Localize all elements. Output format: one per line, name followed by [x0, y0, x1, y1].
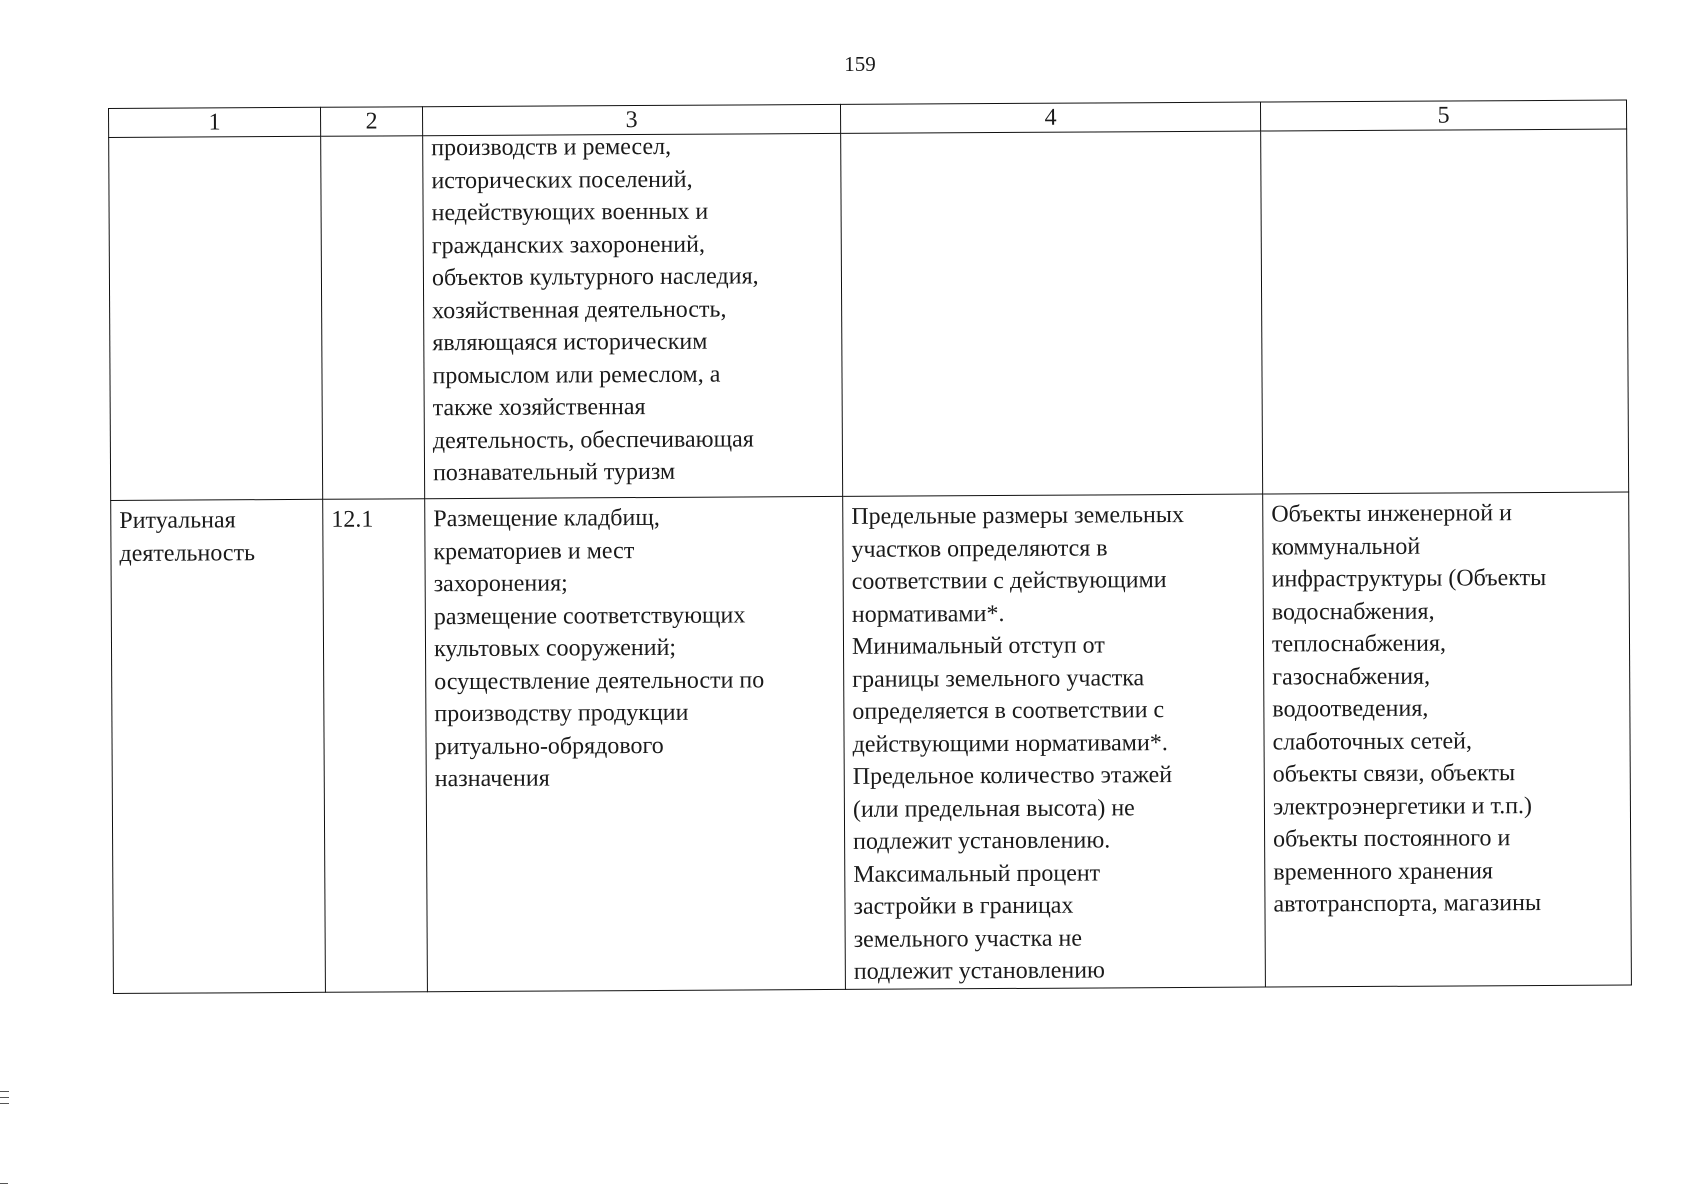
land-parameters: Предельные размеры земельных участков определяются в соответствии с действующими нормативами*. Минимальный отступ от границы земельного участка определяется в соответствии с действующими нормативами*. Предельное количество этажей (или предельная высота) не подлежит установлению. Максимальный процент застройки в границах земельного участка не подлежит установлению — [851, 501, 1185, 985]
table-cell — [323, 499, 428, 992]
regulations-table — [108, 100, 1632, 994]
table-cell — [111, 499, 326, 993]
header-col-3: 3 — [422, 104, 840, 135]
land-use-description: Размещение кладбищ, крематориев и мест захоронения; размещение соответствующих культовых сооружений; осуществление деятельности по производству продукции ритуально-обрядового назначения — [433, 504, 765, 793]
scan-margin-mark — [0, 1103, 9, 1104]
table-cell — [1263, 492, 1632, 987]
scan-margin-mark — [0, 1183, 8, 1184]
cell-text: производств и ремесел, исторических поселений, недействующих военных и гражданских захоронений, объектов культурного наследия, хозяйственная деятельность, являющаяся историческим промыслом или ремеслом, а также хозяйственная деятельность, обеспечивающая познавательный туризм — [431, 133, 759, 487]
table-cell — [1261, 129, 1629, 494]
table-cell — [423, 133, 843, 498]
table-cell — [321, 136, 425, 500]
table-cell — [109, 136, 323, 500]
table-cell — [841, 131, 1263, 496]
page-number: 159 — [844, 52, 876, 76]
table-row — [111, 492, 1632, 993]
header-col-4: 4 — [840, 102, 1260, 133]
table-cell — [425, 496, 846, 991]
table-row — [109, 129, 1629, 500]
scan-margin-mark — [0, 1091, 9, 1092]
land-use-code: 12.1 — [331, 506, 374, 533]
scan-margin-mark — [0, 1097, 9, 1098]
land-use-type: Ритуальная деятельность — [119, 507, 256, 567]
header-col-5: 5 — [1260, 100, 1626, 131]
header-col-2: 2 — [320, 107, 422, 137]
auxiliary-objects: Объекты инженерной и коммунальной инфраструктуры (Объекты водоснабжения, теплоснабжения, газоснабжения, водоотведения, слаботочных сетей, объекты связи, объекты электроэнергетики и т.п.) объекты постоянного и временного хранения автотранспорта, магазины — [1271, 500, 1547, 918]
table-cell — [843, 494, 1266, 989]
header-col-1: 1 — [109, 107, 321, 137]
